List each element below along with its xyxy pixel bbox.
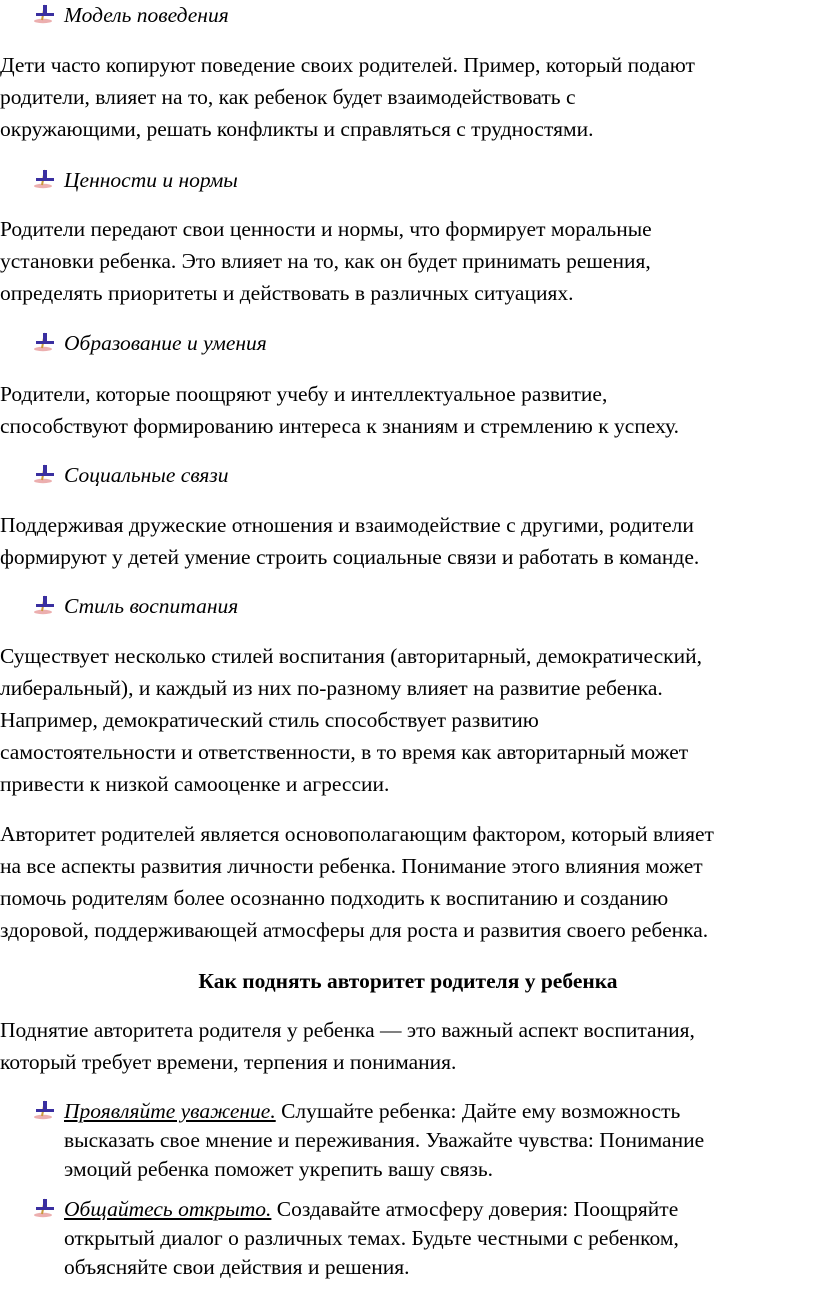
paragraph-line: который требует времени, терпения и понимания. bbox=[0, 1050, 457, 1074]
tip-lead: Общайтесь открыто. bbox=[64, 1197, 272, 1221]
paragraph-line: либеральный), и каждый из них по-разному влияет на развитие ребенка. bbox=[0, 676, 663, 700]
tip-lead: Проявляйте уважение. bbox=[64, 1099, 276, 1123]
paragraph-line: привести к низкой самооценке и агрессии. bbox=[0, 772, 390, 796]
paragraph bbox=[0, 213, 816, 309]
tip-list-item bbox=[34, 1097, 816, 1184]
paragraph-line: здоровой, поддерживающей атмосферы для роста и развития своего ребенка. bbox=[0, 918, 709, 942]
section-title: Как поднять авторитет родителя у ребенка bbox=[198, 969, 618, 993]
paragraph-line: окружающими, решать конфликты и справляться с трудностями. bbox=[0, 117, 594, 141]
paragraph bbox=[0, 640, 816, 800]
pushpin-bullet-icon bbox=[34, 1198, 56, 1218]
paragraph-line: способствуют формированию интереса к знаниям и стремлению к успеху. bbox=[0, 414, 680, 438]
pushpin-bullet-icon bbox=[34, 1100, 56, 1120]
tip-line bbox=[34, 1097, 816, 1126]
paragraph-line: установки ребенка. Это влияет на то, как он будет принимать решения, bbox=[0, 249, 651, 273]
section-heading-text: Стиль воспитания bbox=[64, 594, 239, 618]
tip-line: эмоций ребенка поможет укрепить вашу связь. bbox=[64, 1157, 494, 1181]
paragraph-line: самостоятельности и ответственности, в то время как авторитарный может bbox=[0, 740, 689, 764]
tip-line: высказать свое мнение и переживания. Уважайте чувства: Понимание bbox=[64, 1128, 705, 1152]
paragraph-line: на все аспекты развития личности ребенка. Понимание этого влияния может bbox=[0, 854, 703, 878]
paragraph-line: Существует несколько стилей воспитания (авторитарный, демократический, bbox=[0, 644, 702, 668]
tip-line bbox=[34, 1195, 816, 1224]
paragraph bbox=[0, 509, 816, 573]
paragraph-line: Родители передают свои ценности и нормы, что формирует моральные bbox=[0, 217, 652, 241]
tip-text: Создавайте атмосферу доверия: Поощряйте bbox=[271, 1197, 679, 1221]
pushpin-bullet-icon bbox=[34, 169, 56, 189]
paragraph-line: Поддерживая дружеские отношения и взаимодействие с другими, родители bbox=[0, 513, 694, 537]
paragraph-line: Дети часто копируют поведение своих родителей. Пример, который подают bbox=[0, 53, 695, 77]
section-heading-text: Образование и умения bbox=[64, 331, 267, 355]
paragraph-line: определять приоритеты и действовать в различных ситуациях. bbox=[0, 281, 574, 305]
paragraph-line: Поднятие авторитета родителя у ребенка — это важный аспект воспитания, bbox=[0, 1018, 695, 1042]
paragraph-line: Родители, которые поощряют учебу и интеллектуальное развитие, bbox=[0, 382, 608, 406]
pushpin-bullet-icon bbox=[34, 332, 56, 352]
paragraph-line: Авторитет родителей является основополагающим фактором, который влияет bbox=[0, 822, 714, 846]
paragraph bbox=[0, 378, 816, 442]
section-heading-text: Социальные связи bbox=[64, 463, 229, 487]
pushpin-bullet-icon bbox=[34, 595, 56, 615]
paragraph-line: формируют у детей умение строить социальные связи и работать в команде. bbox=[0, 545, 700, 569]
pushpin-bullet-icon bbox=[34, 464, 56, 484]
tip-line: открытый диалог о различных темах. Будьте честными с ребенком, bbox=[64, 1226, 679, 1250]
conclusion-paragraph bbox=[0, 818, 816, 946]
intro-paragraph bbox=[0, 1014, 816, 1078]
pushpin-bullet-icon bbox=[34, 4, 56, 24]
tip-line: объясняйте свои действия и решения. bbox=[64, 1255, 410, 1279]
paragraph bbox=[0, 49, 816, 145]
section-heading-text: Ценности и нормы bbox=[64, 168, 238, 192]
paragraph-line: родители, влияет на то, как ребенок будет взаимодействовать с bbox=[0, 85, 576, 109]
paragraph-line: Например, демократический стиль способствует развитию bbox=[0, 708, 539, 732]
tip-text: Слушайте ребенка: Дайте ему возможность bbox=[275, 1099, 681, 1123]
tip-list-item bbox=[34, 1195, 816, 1282]
paragraph-line: помочь родителям более осознанно подходить к воспитанию и созданию bbox=[0, 886, 669, 910]
section-heading-text: Модель поведения bbox=[64, 3, 229, 27]
